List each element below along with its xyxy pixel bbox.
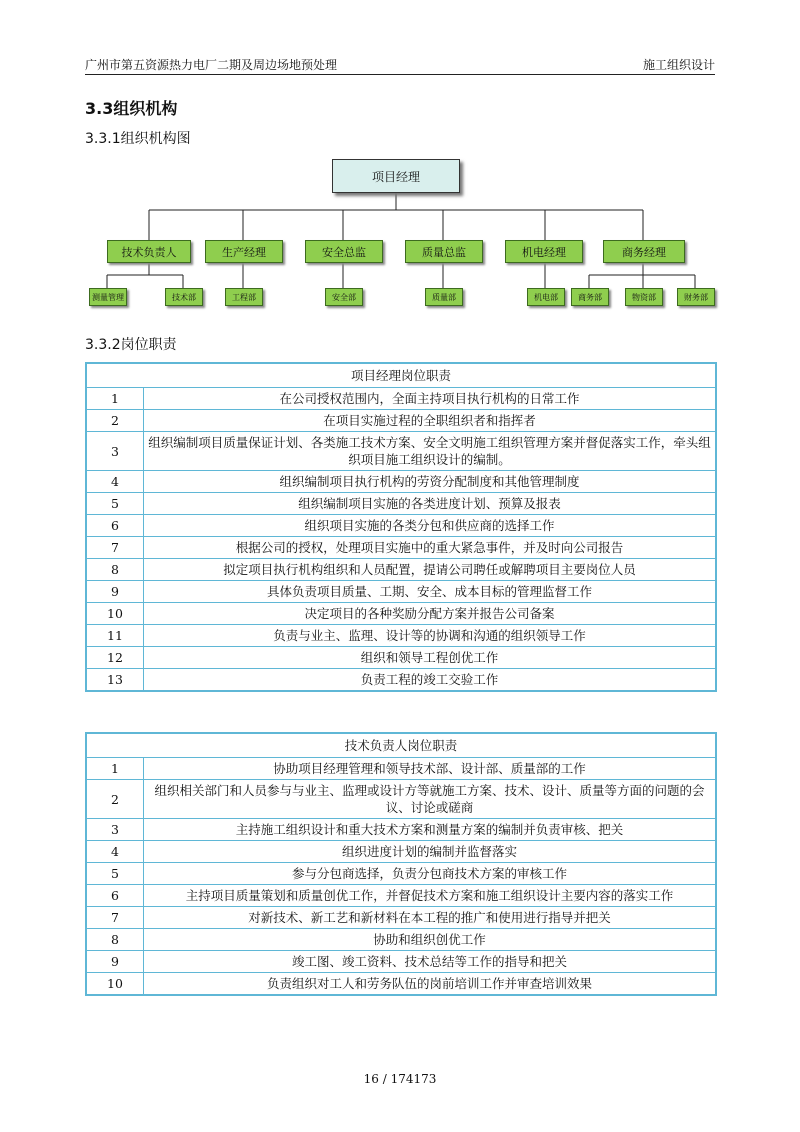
row-number: 12	[86, 647, 144, 669]
row-number: 6	[86, 515, 144, 537]
table-row	[86, 603, 716, 625]
technical-lead-duties-table	[85, 732, 717, 996]
org-dept-technical-lead: 技术负责人	[107, 240, 191, 263]
org-unit-materials: 物资部	[625, 288, 663, 306]
org-dept-safety-director: 安全总监	[305, 240, 383, 263]
row-number: 9	[86, 951, 144, 973]
row-number: 2	[86, 780, 144, 819]
page-number: 16 / 174173	[363, 1072, 437, 1086]
table-row	[86, 669, 716, 692]
row-number: 5	[86, 863, 144, 885]
org-root-project-manager: 项目经理	[332, 159, 460, 193]
duty-text: 决定项目的各种奖励分配方案并报告公司备案	[144, 603, 717, 625]
duty-text: 主持施工组织设计和重大技术方案和测量方案的编制并负责审核、把关	[144, 819, 717, 841]
row-number: 10	[86, 973, 144, 996]
duty-text: 组织编制项目实施的各类进度计划、预算及报表	[144, 493, 717, 515]
duty-text: 协助项目经理管理和领导技术部、设计部、质量部的工作	[144, 758, 717, 780]
table-row	[86, 388, 716, 410]
table-title-row	[86, 363, 716, 388]
subsection-duties: 3.3.2岗位职责	[85, 337, 177, 353]
duty-text: 协助和组织创优工作	[144, 929, 717, 951]
table-title-row	[86, 733, 716, 758]
table-row	[86, 625, 716, 647]
duty-text: 对新技术、新工艺和新材料在本工程的推广和使用进行指导并把关	[144, 907, 717, 929]
duty-text: 负责组织对工人和劳务队伍的岗前培训工作并审查培训效果	[144, 973, 717, 996]
table-row	[86, 951, 716, 973]
duty-text: 负责与业主、监理、设计等的协调和沟通的组织领导工作	[144, 625, 717, 647]
org-unit-electromechanical: 机电部	[527, 288, 565, 306]
row-number: 2	[86, 410, 144, 432]
duty-text: 拟定项目执行机构组织和人员配置，提请公司聘任或解聘项目主要岗位人员	[144, 559, 717, 581]
row-number: 11	[86, 625, 144, 647]
table-row	[86, 581, 716, 603]
org-dept-production-manager: 生产经理	[205, 240, 283, 263]
table-row	[86, 515, 716, 537]
header-doc-type: 施工组织设计	[642, 58, 715, 72]
row-number: 1	[86, 758, 144, 780]
row-number: 1	[86, 388, 144, 410]
duty-text: 组织编制项目质量保证计划、各类施工技术方案、安全文明施工组织管理方案并督促落实工作，牵头组织项目施工组织设计的编制。	[144, 432, 717, 471]
duty-text: 在公司授权范围内，全面主持项目执行机构的日常工作	[144, 388, 717, 410]
row-number: 7	[86, 537, 144, 559]
org-dept-electromechanical-manager: 机电经理	[505, 240, 583, 263]
table-row	[86, 758, 716, 780]
table-row	[86, 841, 716, 863]
table-row	[86, 907, 716, 929]
org-unit-engineering: 工程部	[225, 288, 263, 306]
table-title: 项目经理岗位职责	[86, 363, 716, 388]
duty-text: 在项目实施过程的全职组织者和指挥者	[144, 410, 717, 432]
row-number: 3	[86, 819, 144, 841]
table-row	[86, 471, 716, 493]
duty-text: 组织和领导工程创优工作	[144, 647, 717, 669]
row-number: 4	[86, 471, 144, 493]
row-number: 7	[86, 907, 144, 929]
duty-text: 组织相关部门和人员参与与业主、监理或设计方等就施工方案、技术、设计、质量等方面的问题的会议、讨论或磋商	[144, 780, 717, 819]
duty-text: 负责工程的竣工交验工作	[144, 669, 717, 692]
duty-text: 具体负责项目质量、工期、安全、成本目标的管理监督工作	[144, 581, 717, 603]
row-number: 6	[86, 885, 144, 907]
org-unit-quality: 质量部	[425, 288, 463, 306]
org-dept-commercial-manager: 商务经理	[603, 240, 685, 263]
table-row	[86, 537, 716, 559]
header-project-title: 广州市第五资源热力电厂二期及周边场地预处理	[85, 58, 338, 72]
row-number: 5	[86, 493, 144, 515]
table-row	[86, 432, 716, 471]
duty-text: 组织项目实施的各类分包和供应商的选择工作	[144, 515, 717, 537]
table-row	[86, 493, 716, 515]
page-header	[85, 56, 715, 75]
section-heading: 3.3组织机构	[85, 99, 178, 118]
org-unit-survey: 测量管理	[89, 288, 127, 306]
row-number: 9	[86, 581, 144, 603]
row-number: 10	[86, 603, 144, 625]
table-row	[86, 559, 716, 581]
org-dept-quality-director: 质量总监	[405, 240, 483, 263]
table-row	[86, 973, 716, 996]
duty-text: 根据公司的授权，处理项目实施中的重大紧急事件，并及时向公司报告	[144, 537, 717, 559]
row-number: 3	[86, 432, 144, 471]
org-unit-technical: 技术部	[165, 288, 203, 306]
table-row	[86, 410, 716, 432]
org-unit-commercial: 商务部	[571, 288, 609, 306]
org-chart	[85, 155, 725, 320]
table-row	[86, 863, 716, 885]
duty-text: 参与分包商选择，负责分包商技术方案的审核工作	[144, 863, 717, 885]
row-number: 8	[86, 559, 144, 581]
table-row	[86, 929, 716, 951]
table-row	[86, 647, 716, 669]
row-number: 13	[86, 669, 144, 692]
duty-text: 主持项目质量策划和质量创优工作，并督促技术方案和施工组织设计主要内容的落实工作	[144, 885, 717, 907]
table-row	[86, 780, 716, 819]
row-number: 8	[86, 929, 144, 951]
row-number: 4	[86, 841, 144, 863]
org-unit-safety: 安全部	[325, 288, 363, 306]
table-row	[86, 819, 716, 841]
table-row	[86, 885, 716, 907]
table-title: 技术负责人岗位职责	[86, 733, 716, 758]
subsection-org-chart: 3.3.1组织机构图	[85, 131, 191, 147]
duty-text: 组织进度计划的编制并监督落实	[144, 841, 717, 863]
duty-text: 组织编制项目执行机构的劳资分配制度和其他管理制度	[144, 471, 717, 493]
org-unit-finance: 财务部	[677, 288, 715, 306]
project-manager-duties-table	[85, 362, 717, 692]
duty-text: 竣工图、竣工资料、技术总结等工作的指导和把关	[144, 951, 717, 973]
